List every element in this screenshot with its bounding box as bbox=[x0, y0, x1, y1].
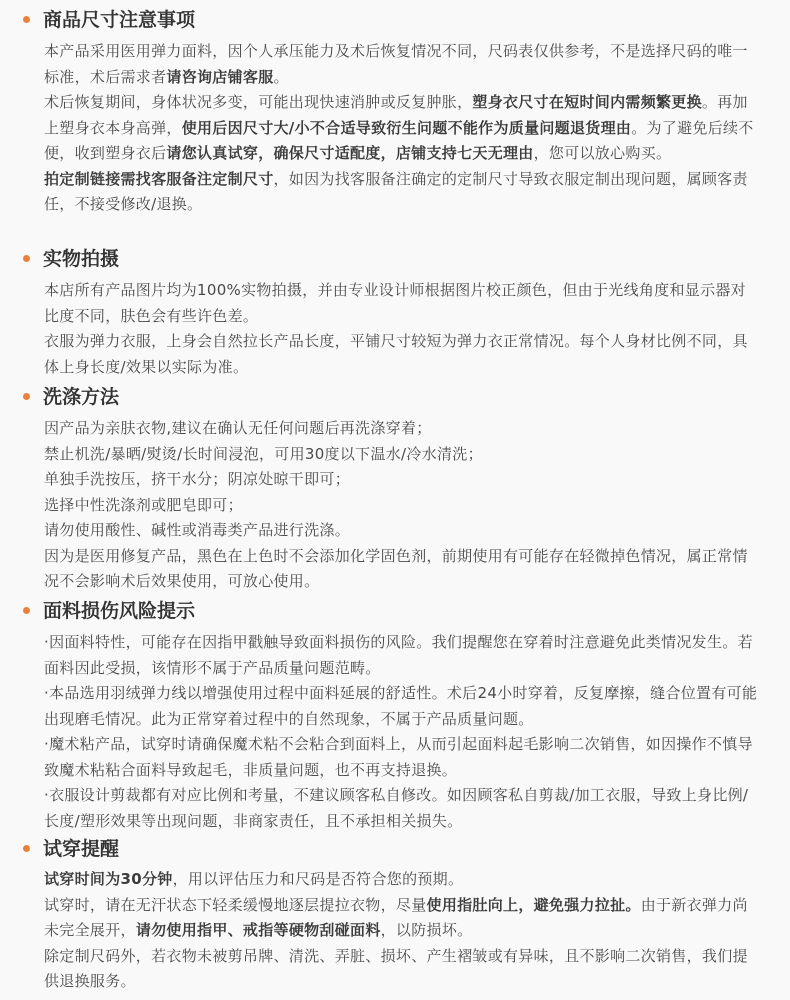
bullet-dot-icon bbox=[23, 16, 30, 23]
section-heading bbox=[0, 597, 790, 625]
section-body bbox=[44, 416, 760, 595]
paragraph bbox=[44, 893, 760, 944]
paragraph: 因产品为亲肤衣物,建议在确认无任何问题后再洗涤穿着； bbox=[44, 419, 432, 437]
paragraph bbox=[44, 167, 760, 218]
bold-text-run: 塑身衣尺寸在短时间内需频繁更换 bbox=[472, 93, 702, 111]
paragraph: ·本品选用羽绒弹力线以增强使用过程中面料延展的舒适性。术后24小时穿着，反复摩擦，缝合位置有可能出现磨毛情况。此为正常穿着过程中的自然现象，不属于产品质量问题。 bbox=[44, 684, 758, 728]
paragraph: ·衣服设计剪裁都有对应比例和考量，不建议顾客私自修改。如因顾客私自剪裁/加工衣服，导致上身比例/长度/塑形效果等出现问题，非商家责任，且不承担相关损失。 bbox=[44, 786, 749, 830]
paragraph: 请勿使用酸性、碱性或消毒类产品进行洗涤。 bbox=[44, 521, 351, 539]
section-title: 试穿提醒 bbox=[43, 838, 120, 860]
bold-text-run: 使用指肚向上，避免强力拉扯。 bbox=[426, 895, 641, 914]
paragraph: 因为是医用修复产品，黑色在上色时不会添加化学固色剂，前期使用有可能存在轻微掉色情况，属正常情况不会影响术后效果使用，可放心使用。 bbox=[44, 546, 748, 590]
bullet-dot-icon bbox=[23, 393, 30, 400]
bold-text-run: 拍定制链接需找客服备注定制尺寸 bbox=[44, 169, 274, 188]
text-run: ，以防损坏。 bbox=[380, 921, 473, 939]
bullet-dot-icon bbox=[23, 255, 30, 262]
bold-text-run: 请咨询店铺客服 bbox=[166, 67, 274, 86]
paragraph: 除定制尺码外，若衣物未被剪吊牌、清洗、弄脏、损坏、产生褶皱或有异味，且不影响二次销售，我们提供退换服务。 bbox=[44, 946, 748, 990]
paragraph: 衣服为弹力衣服，上身会自然拉长产品长度，平铺尺寸较短为弹力衣正常情况。每个人身材比例不同，具体上身长度/效果以实际为准。 bbox=[44, 332, 748, 376]
bold-text-run: 请您认真试穿，确保尺寸适配度，店铺支持七天无理由 bbox=[166, 144, 534, 162]
bullet-dot-icon bbox=[23, 845, 30, 852]
paragraph: 选择中性洗涤剂或肥皂即可； bbox=[44, 495, 243, 514]
section-washing bbox=[0, 383, 790, 595]
paragraph bbox=[44, 867, 760, 893]
text-run: ，您可以放心购买。 bbox=[533, 144, 672, 162]
text-run: 试穿时，请在无汗状态下轻柔缓慢地逐层提拉衣物，尽量 bbox=[44, 895, 427, 914]
bold-text-run: 使用后因尺寸大/小不合适导致衍生问题不能作为质量问题退货理由 bbox=[181, 118, 632, 137]
text-run: 由于新衣弹力尚未完全展开， bbox=[44, 895, 748, 939]
section-body bbox=[44, 867, 760, 995]
text-run: 。为了避免后续不便，收到塑身衣后 bbox=[44, 118, 754, 162]
text-run: 。 bbox=[273, 67, 289, 86]
text-run: 本产品采用医用弹力面料，因个人承压能力及术后恢复情况不同，尺码表仅供参考，不是选择尺码的唯一标准，术后需求者 bbox=[44, 42, 748, 86]
section-title: 洗涤方法 bbox=[43, 386, 120, 408]
text-run: 术后恢复期间，身体状况多变，可能出现快速消肿或反复肿胀， bbox=[44, 93, 473, 111]
paragraph: 禁止机洗/暴晒/熨烫/长时间浸泡，可用30度以下温水/冷水清洗； bbox=[44, 444, 483, 463]
section-heading bbox=[0, 6, 790, 34]
section-title: 实物拍摄 bbox=[43, 248, 120, 270]
section-title: 商品尺寸注意事项 bbox=[43, 9, 196, 31]
bold-text-run: 请勿使用指甲、戒指等硬物刮碰面料 bbox=[135, 921, 381, 939]
section-body bbox=[44, 278, 760, 380]
section-heading bbox=[0, 835, 790, 863]
paragraph bbox=[44, 39, 760, 90]
section-body bbox=[44, 39, 760, 218]
section-photography bbox=[0, 245, 790, 380]
section-try-on-reminder bbox=[0, 835, 790, 995]
section-heading bbox=[0, 245, 790, 273]
section-title: 面料损伤风险提示 bbox=[43, 600, 196, 622]
section-heading bbox=[0, 383, 790, 411]
paragraph: 本店所有产品图片均为100%实物拍摄，并由专业设计师根据图片校正颜色，但由于光线角度和显示器对比度不同，肤色会有些许色差。 bbox=[44, 281, 746, 325]
text-run: ，用以评估压力和尺码是否符合您的预期。 bbox=[172, 870, 464, 888]
bullet-dot-icon bbox=[23, 607, 30, 614]
section-fabric-damage-risk bbox=[0, 597, 790, 834]
paragraph: 单独手洗按压，挤干水分；阴凉处晾干即可； bbox=[44, 470, 351, 488]
text-run: ，如因为找客服备注确定的定制尺寸导致衣服定制出现问题，属顾客责任，不接受修改/退换。 bbox=[44, 169, 748, 213]
section-body bbox=[44, 630, 760, 834]
text-run: 。再加上塑身衣本身高弹， bbox=[44, 93, 748, 137]
paragraph: ·因面料特性，可能存在因指甲戳触导致面料损伤的风险。我们提醒您在穿着时注意避免此类情况发生。若面料因此受损，该情形不属于产品质量问题范畴。 bbox=[44, 633, 753, 677]
bold-text-run: 试穿时间为30分钟 bbox=[44, 870, 173, 888]
paragraph bbox=[44, 90, 760, 167]
section-size-notice bbox=[0, 6, 790, 218]
paragraph: ·魔术粘产品，试穿时请确保魔术粘不会粘合到面料上，从而引起面料起毛影响二次销售，如因操作不慎导致魔术粘粘合面料导致起毛，非质量问题，也不再支持退换。 bbox=[44, 735, 753, 779]
